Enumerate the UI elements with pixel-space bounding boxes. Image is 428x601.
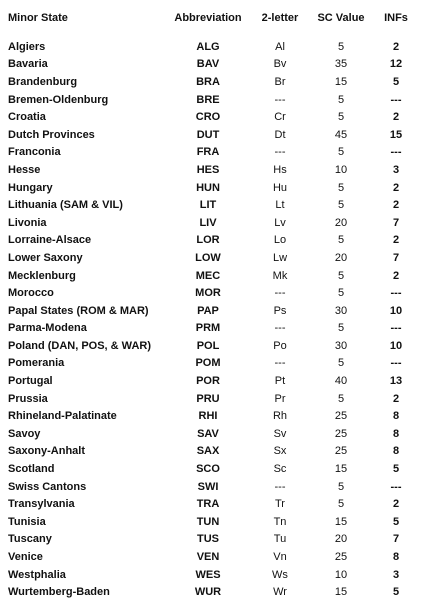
cell-abbreviation: CRO xyxy=(195,111,221,124)
cell-2-letter: Tu xyxy=(273,533,287,546)
cell-abbreviation: VEN xyxy=(196,551,220,564)
cell-sc-value: 20 xyxy=(334,216,348,229)
cell-minor-state: Papal States (ROM & MAR) xyxy=(8,304,149,317)
cell-infs: 10 xyxy=(389,339,403,352)
cell-2-letter: Cr xyxy=(274,111,286,124)
cell-infs: 7 xyxy=(392,216,400,229)
cell-sc-value: 15 xyxy=(334,586,348,599)
cell-infs: 2 xyxy=(392,199,400,212)
cell-sc-value: 25 xyxy=(334,410,348,423)
cell-infs: --- xyxy=(390,287,402,300)
cell-infs: 2 xyxy=(392,269,400,282)
cell-sc-value: 10 xyxy=(334,163,348,176)
cell-abbreviation: TRA xyxy=(196,498,220,511)
header-infs: INFs xyxy=(384,12,408,24)
cell-infs: 5 xyxy=(392,586,400,599)
cell-minor-state: Saxony-Anhalt xyxy=(8,445,86,458)
cell-minor-state: Venice xyxy=(8,551,43,564)
cell-2-letter: Tn xyxy=(273,515,287,528)
table-row xyxy=(8,73,420,91)
cell-2-letter: Vn xyxy=(273,551,287,564)
cell-abbreviation: LOW xyxy=(195,251,221,264)
cell-infs: 8 xyxy=(392,427,400,440)
cell-infs: --- xyxy=(390,146,402,159)
cell-sc-value: 5 xyxy=(337,357,345,370)
cell-sc-value: 5 xyxy=(337,181,345,194)
cell-abbreviation: LIV xyxy=(199,216,217,229)
table-row xyxy=(8,249,420,267)
header-minor-state: Minor State xyxy=(8,12,68,24)
cell-infs: 3 xyxy=(392,163,400,176)
cell-infs: --- xyxy=(390,322,402,335)
cell-2-letter: Sx xyxy=(273,445,287,458)
cell-2-letter: Ws xyxy=(272,568,288,581)
cell-2-letter: Lt xyxy=(275,199,285,212)
cell-minor-state: Parma-Modena xyxy=(8,322,87,335)
cell-abbreviation: TUN xyxy=(196,515,220,528)
cell-minor-state: Bremen-Oldenburg xyxy=(8,93,109,106)
cell-sc-value: 20 xyxy=(334,251,348,264)
cell-infs: 8 xyxy=(392,551,400,564)
cell-infs: 2 xyxy=(392,111,400,124)
table-row xyxy=(8,284,420,302)
cell-minor-state: Wurtemberg-Baden xyxy=(8,586,110,599)
cell-sc-value: 15 xyxy=(334,515,348,528)
cell-2-letter: Rh xyxy=(272,410,288,423)
cell-sc-value: 40 xyxy=(334,375,348,388)
cell-minor-state: Pomerania xyxy=(8,357,65,370)
cell-sc-value: 5 xyxy=(337,392,345,405)
table-row xyxy=(8,513,420,531)
table-row xyxy=(8,425,420,443)
cell-minor-state: Westphalia xyxy=(8,568,66,581)
cell-minor-state: Algiers xyxy=(8,40,46,53)
cell-minor-state: Scotland xyxy=(8,463,55,476)
cell-2-letter: Po xyxy=(273,339,287,352)
cell-sc-value: 30 xyxy=(334,304,348,317)
table-row xyxy=(8,302,420,320)
cell-sc-value: 15 xyxy=(334,75,348,88)
cell-abbreviation: PRM xyxy=(195,322,221,335)
cell-abbreviation: MEC xyxy=(195,269,221,282)
cell-abbreviation: LIT xyxy=(199,199,217,212)
cell-abbreviation: TUS xyxy=(197,533,219,546)
cell-abbreviation: BRE xyxy=(196,93,220,106)
cell-infs: 10 xyxy=(389,304,403,317)
table-row xyxy=(8,108,420,126)
cell-sc-value: 5 xyxy=(337,146,345,159)
cell-minor-state: Prussia xyxy=(8,392,48,405)
cell-infs: 5 xyxy=(392,515,400,528)
cell-abbreviation: DUT xyxy=(196,128,220,141)
cell-minor-state: Brandenburg xyxy=(8,75,78,88)
cell-minor-state: Croatia xyxy=(8,111,46,124)
cell-abbreviation: SAV xyxy=(197,427,219,440)
cell-minor-state: Lorraine-Alsace xyxy=(8,234,92,247)
cell-minor-state: Transylvania xyxy=(8,498,75,511)
table-row xyxy=(8,196,420,214)
cell-infs: 8 xyxy=(392,445,400,458)
table-row xyxy=(8,478,420,496)
table-row xyxy=(8,460,420,478)
cell-infs: 2 xyxy=(392,181,400,194)
cell-sc-value: 5 xyxy=(337,269,345,282)
cell-infs: 2 xyxy=(392,392,400,405)
cell-abbreviation: POR xyxy=(196,375,220,388)
table-row xyxy=(8,267,420,285)
table-row xyxy=(8,443,420,461)
cell-2-letter: Tr xyxy=(275,498,285,511)
cell-abbreviation: PAP xyxy=(197,304,219,317)
cell-sc-value: 25 xyxy=(334,551,348,564)
cell-abbreviation: HES xyxy=(196,163,220,176)
cell-2-letter: Lv xyxy=(274,216,286,229)
cell-infs: 7 xyxy=(392,251,400,264)
cell-sc-value: 45 xyxy=(334,128,348,141)
cell-minor-state: Savoy xyxy=(8,427,41,440)
cell-abbreviation: HUN xyxy=(196,181,220,194)
cell-abbreviation: ALG xyxy=(196,40,220,53)
table-row xyxy=(8,531,420,549)
cell-sc-value: 25 xyxy=(334,427,348,440)
cell-abbreviation: LOR xyxy=(196,234,220,247)
cell-sc-value: 5 xyxy=(337,199,345,212)
cell-sc-value: 15 xyxy=(334,463,348,476)
cell-2-letter: --- xyxy=(274,322,286,335)
table-row xyxy=(8,566,420,584)
cell-abbreviation: RHI xyxy=(198,410,218,423)
cell-sc-value: 5 xyxy=(337,287,345,300)
header-row xyxy=(8,4,420,32)
table-row xyxy=(8,38,420,56)
cell-2-letter: Al xyxy=(275,40,285,53)
table-row xyxy=(8,337,420,355)
cell-abbreviation: BAV xyxy=(196,58,220,71)
cell-minor-state: Swiss Cantons xyxy=(8,480,87,493)
cell-infs: 12 xyxy=(389,58,403,71)
cell-2-letter: Wr xyxy=(273,586,287,599)
table-row xyxy=(8,126,420,144)
cell-sc-value: 20 xyxy=(334,533,348,546)
cell-abbreviation: SCO xyxy=(196,463,220,476)
table-row xyxy=(8,495,420,513)
cell-minor-state: Poland (DAN, POS, & WAR) xyxy=(8,339,151,352)
cell-abbreviation: PRU xyxy=(196,392,220,405)
cell-2-letter: Lo xyxy=(273,234,287,247)
cell-abbreviation: SWI xyxy=(197,480,219,493)
cell-2-letter: Sv xyxy=(273,427,287,440)
cell-abbreviation: MOR xyxy=(195,287,221,300)
cell-minor-state: Livonia xyxy=(8,216,47,229)
table-row xyxy=(8,320,420,338)
table-row xyxy=(8,161,420,179)
cell-infs: 2 xyxy=(392,498,400,511)
cell-infs: 5 xyxy=(392,75,400,88)
cell-2-letter: --- xyxy=(274,287,286,300)
cell-sc-value: 5 xyxy=(337,40,345,53)
table-row xyxy=(8,91,420,109)
cell-minor-state: Dutch Provinces xyxy=(8,128,95,141)
cell-infs: 15 xyxy=(389,128,403,141)
cell-2-letter: Pt xyxy=(274,375,286,388)
cell-abbreviation: FRA xyxy=(196,146,220,159)
cell-abbreviation: POL xyxy=(196,339,220,352)
cell-2-letter: Hs xyxy=(273,163,287,176)
cell-2-letter: --- xyxy=(274,357,286,370)
cell-minor-state: Franconia xyxy=(8,146,61,159)
header-2-letter: 2-letter xyxy=(261,12,299,24)
cell-infs: 2 xyxy=(392,234,400,247)
minor-states-table xyxy=(8,4,420,601)
table-row xyxy=(8,583,420,601)
table-row xyxy=(8,179,420,197)
cell-2-letter: Dt xyxy=(274,128,286,141)
cell-abbreviation: BRA xyxy=(196,75,220,88)
cell-minor-state: Morocco xyxy=(8,287,54,300)
cell-abbreviation: WUR xyxy=(194,586,222,599)
cell-minor-state: Hungary xyxy=(8,181,53,194)
header-abbreviation: Abbreviation xyxy=(174,12,242,24)
cell-sc-value: 35 xyxy=(334,58,348,71)
table-row xyxy=(8,390,420,408)
table-row xyxy=(8,355,420,373)
cell-sc-value: 5 xyxy=(337,234,345,247)
cell-sc-value: 25 xyxy=(334,445,348,458)
cell-sc-value: 5 xyxy=(337,93,345,106)
cell-minor-state: Lower Saxony xyxy=(8,251,83,264)
table-header xyxy=(8,4,420,32)
cell-minor-state: Lithuania (SAM & VIL) xyxy=(8,199,123,212)
table-row xyxy=(8,214,420,232)
cell-2-letter: Pr xyxy=(274,392,286,405)
cell-2-letter: Mk xyxy=(272,269,288,282)
cell-infs: --- xyxy=(390,93,402,106)
cell-infs: 7 xyxy=(392,533,400,546)
table-row xyxy=(8,372,420,390)
header-sc-value: SC Value xyxy=(317,12,365,24)
cell-2-letter: --- xyxy=(274,480,286,493)
cell-2-letter: Hu xyxy=(272,181,288,194)
cell-2-letter: Sc xyxy=(273,463,287,476)
cell-2-letter: Ps xyxy=(273,304,287,317)
cell-sc-value: 5 xyxy=(337,322,345,335)
cell-2-letter: Br xyxy=(274,75,286,88)
cell-minor-state: Hesse xyxy=(8,163,41,176)
table-row xyxy=(8,407,420,425)
table-row xyxy=(8,56,420,74)
cell-abbreviation: SAX xyxy=(196,445,220,458)
cell-minor-state: Portugal xyxy=(8,375,53,388)
cell-infs: 13 xyxy=(389,375,403,388)
cell-abbreviation: POM xyxy=(195,357,221,370)
table-row xyxy=(8,144,420,162)
cell-sc-value: 30 xyxy=(334,339,348,352)
cell-2-letter: Lw xyxy=(272,251,288,264)
cell-minor-state: Mecklenburg xyxy=(8,269,76,282)
cell-infs: --- xyxy=(390,357,402,370)
cell-minor-state: Tuscany xyxy=(8,533,52,546)
cell-infs: 5 xyxy=(392,463,400,476)
table-row xyxy=(8,548,420,566)
cell-minor-state: Tunisia xyxy=(8,515,46,528)
cell-infs: 3 xyxy=(392,568,400,581)
cell-sc-value: 5 xyxy=(337,498,345,511)
cell-2-letter: Bv xyxy=(273,58,287,71)
cell-infs: 2 xyxy=(392,40,400,53)
cell-abbreviation: WES xyxy=(195,568,221,581)
cell-minor-state: Rhineland-Palatinate xyxy=(8,410,117,423)
cell-minor-state: Bavaria xyxy=(8,58,48,71)
cell-infs: --- xyxy=(390,480,402,493)
cell-2-letter: --- xyxy=(274,93,286,106)
table-row xyxy=(8,232,420,250)
cell-sc-value: 5 xyxy=(337,111,345,124)
table-body xyxy=(8,32,420,601)
cell-infs: 8 xyxy=(392,410,400,423)
cell-sc-value: 10 xyxy=(334,568,348,581)
cell-sc-value: 5 xyxy=(337,480,345,493)
cell-2-letter: --- xyxy=(274,146,286,159)
